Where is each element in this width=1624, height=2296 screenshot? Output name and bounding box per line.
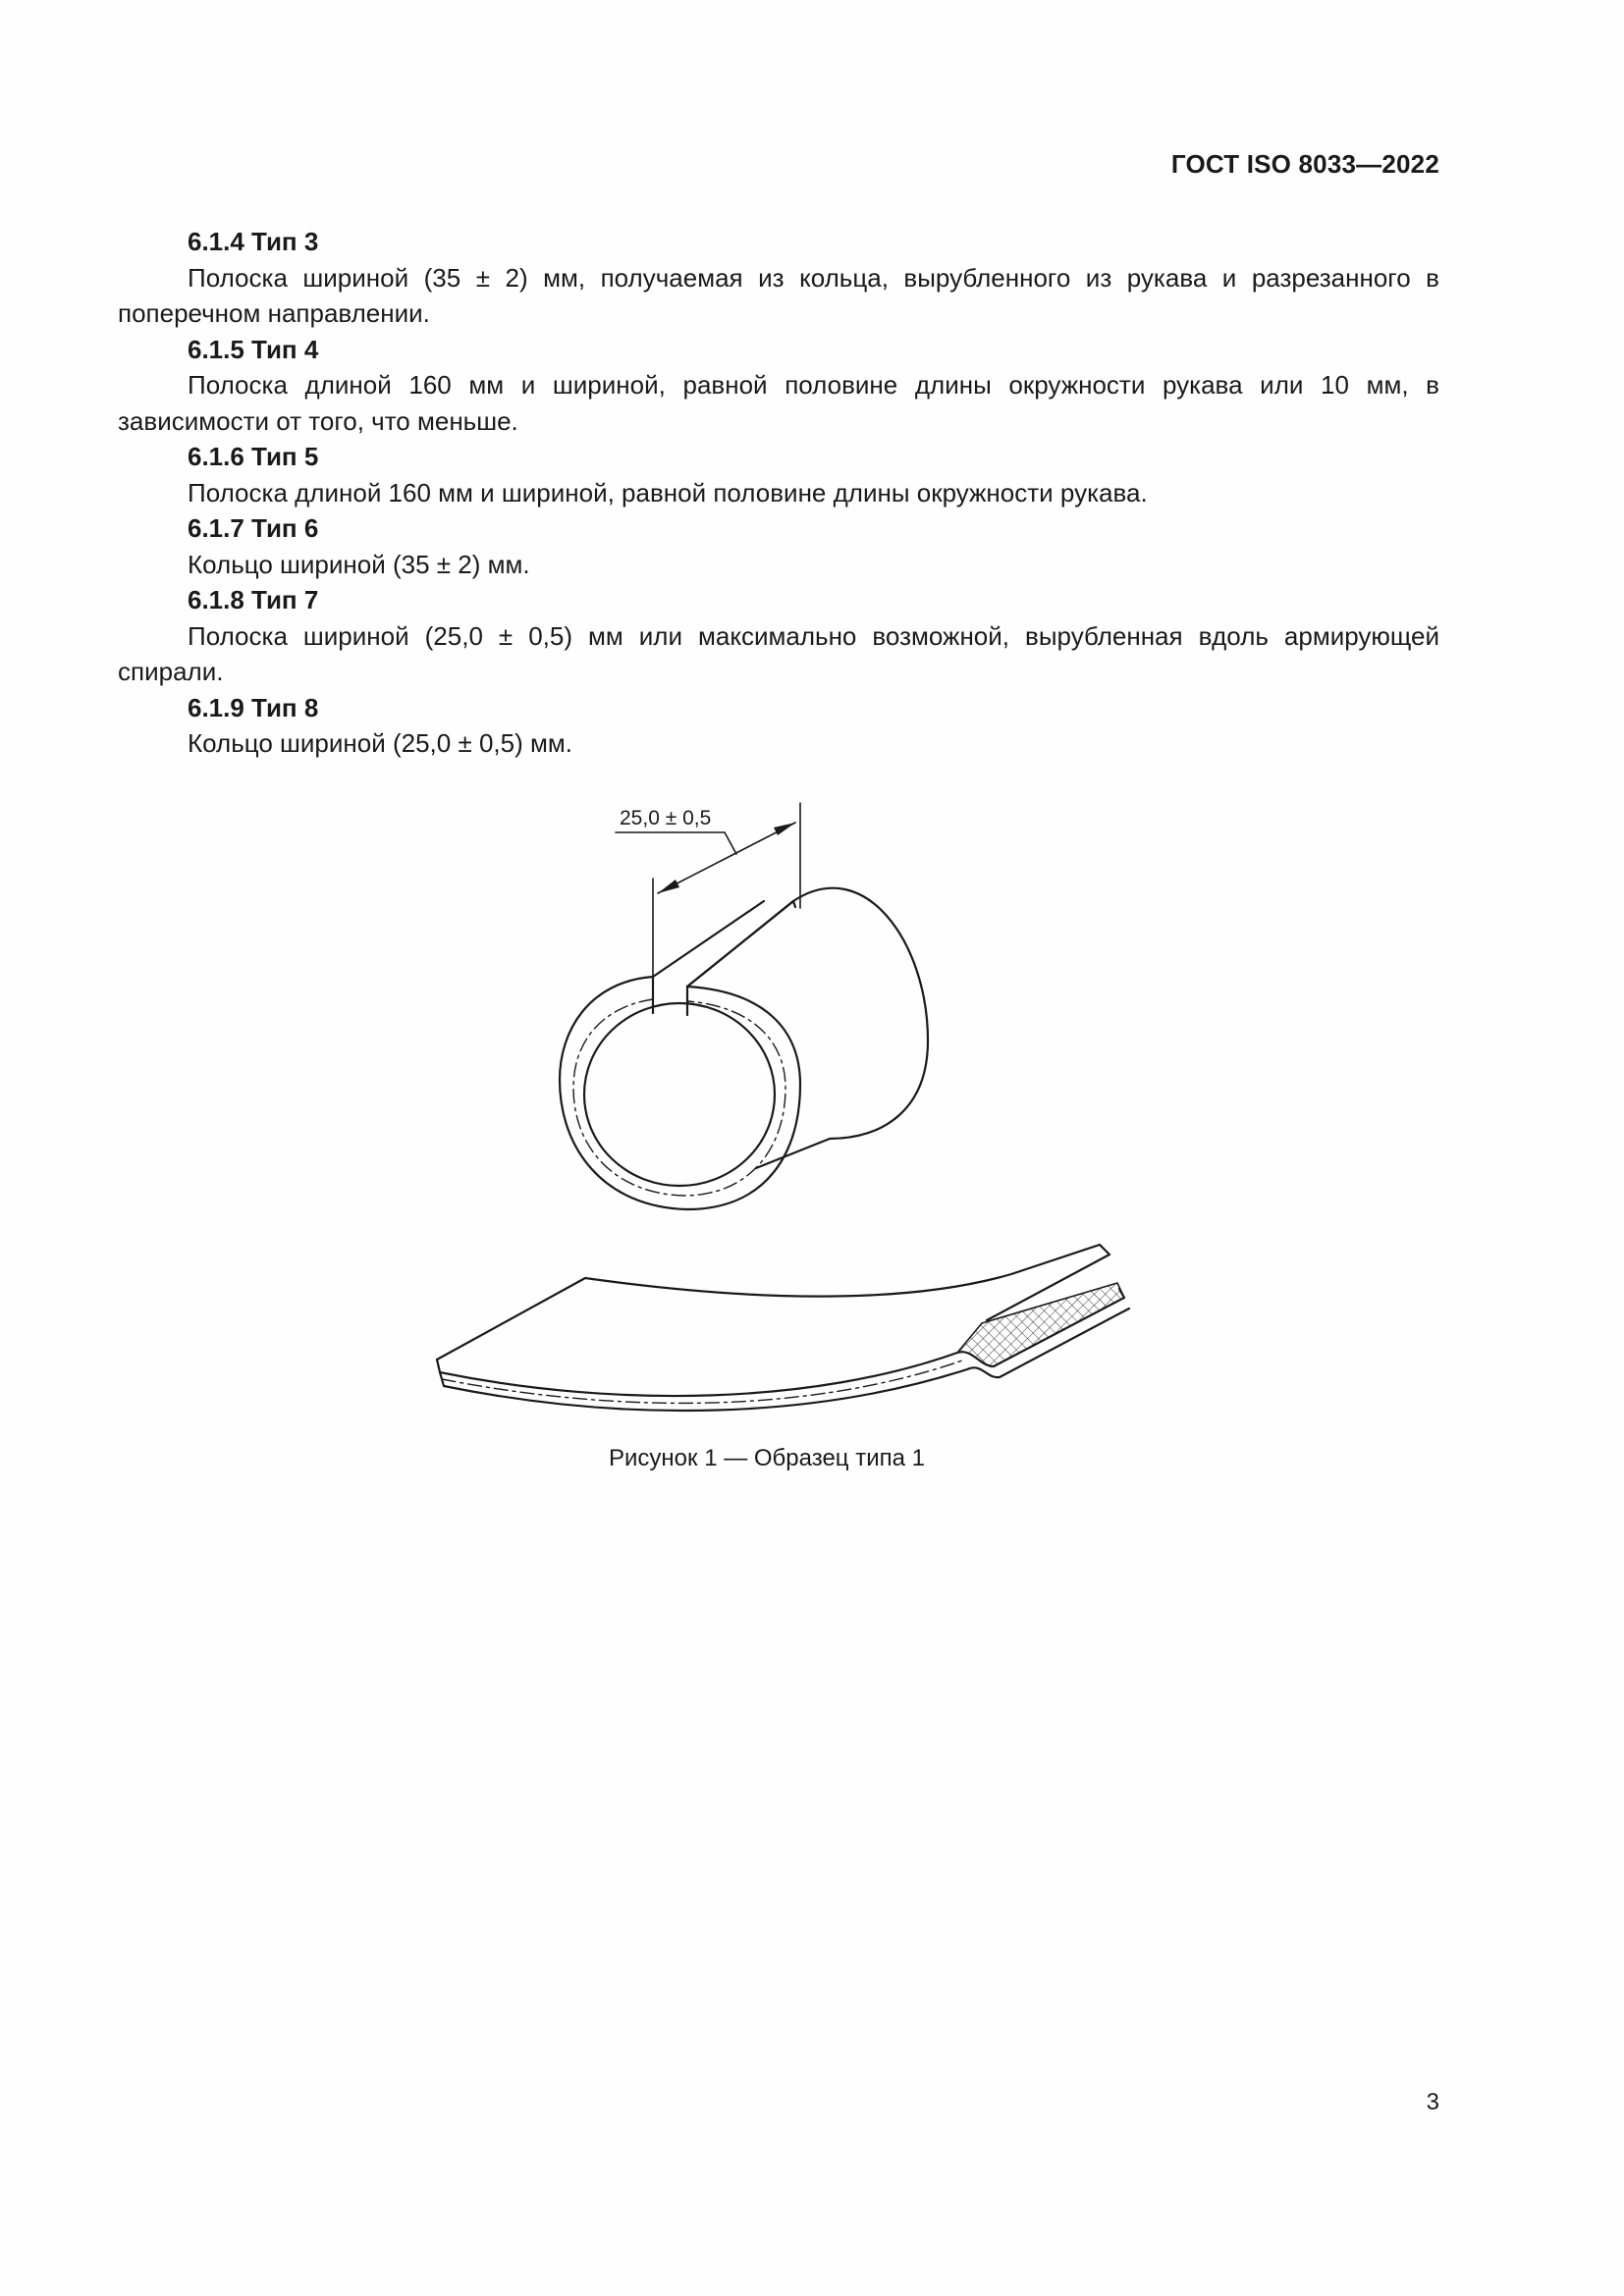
section-heading: 6.1.4 Тип 3 <box>188 227 319 256</box>
section-heading: 6.1.5 Тип 4 <box>188 334 319 364</box>
section-heading: 6.1.9 Тип 8 <box>188 692 319 722</box>
hose-outer-ring <box>560 977 800 1209</box>
section-text: Полоска шириной (35 ± 2) мм, получаемая из кольца, вырубленного из рукава и разрезанного в поперечном направлении. <box>118 262 1439 328</box>
hose-tube-body <box>687 888 928 1168</box>
figure-hose-sample <box>412 795 1159 1502</box>
section-heading: 6.1.7 Тип 6 <box>188 513 319 543</box>
section-text: Полоска длиной 160 мм и шириной, равной половине длины окружности рукава. <box>188 477 1148 507</box>
section-text: Полоска шириной (25,0 ± 0,5) мм или максимально возможной, вырубленная вдоль армирующей спирали. <box>118 620 1439 686</box>
dimension-arrow <box>774 823 795 835</box>
document-header: ГОСТ ISO 8033—2022 <box>1170 149 1439 179</box>
figure-caption: Рисунок 1 — Образец типа 1 <box>609 1445 925 1471</box>
section-heading: 6.1.8 Тип 7 <box>188 585 319 614</box>
hose-slot-edge <box>687 901 795 987</box>
dimension-label: 25,0 ± 0,5 <box>620 807 712 829</box>
hose-inner-bore <box>584 1003 775 1186</box>
section-text: Полоска длиной 160 мм и шириной, равной половине длины окружности рукава или 10 мм, в зависимости от того, что меньше. <box>118 370 1439 436</box>
flat-strip-layer <box>442 1361 962 1403</box>
section-text: Кольцо шириной (25,0 ± 0,5) мм. <box>188 728 572 758</box>
dimension-arrow <box>658 880 679 893</box>
section-text: Кольцо шириной (35 ± 2) мм. <box>188 549 530 579</box>
page-number: 3 <box>1426 2089 1439 2115</box>
section-heading: 6.1.6 Тип 5 <box>188 442 319 471</box>
document-body <box>118 224 1439 762</box>
hose-reinforcement-layer <box>573 999 785 1196</box>
hose-diagram <box>412 795 1159 1502</box>
dimension-leader <box>725 832 736 854</box>
